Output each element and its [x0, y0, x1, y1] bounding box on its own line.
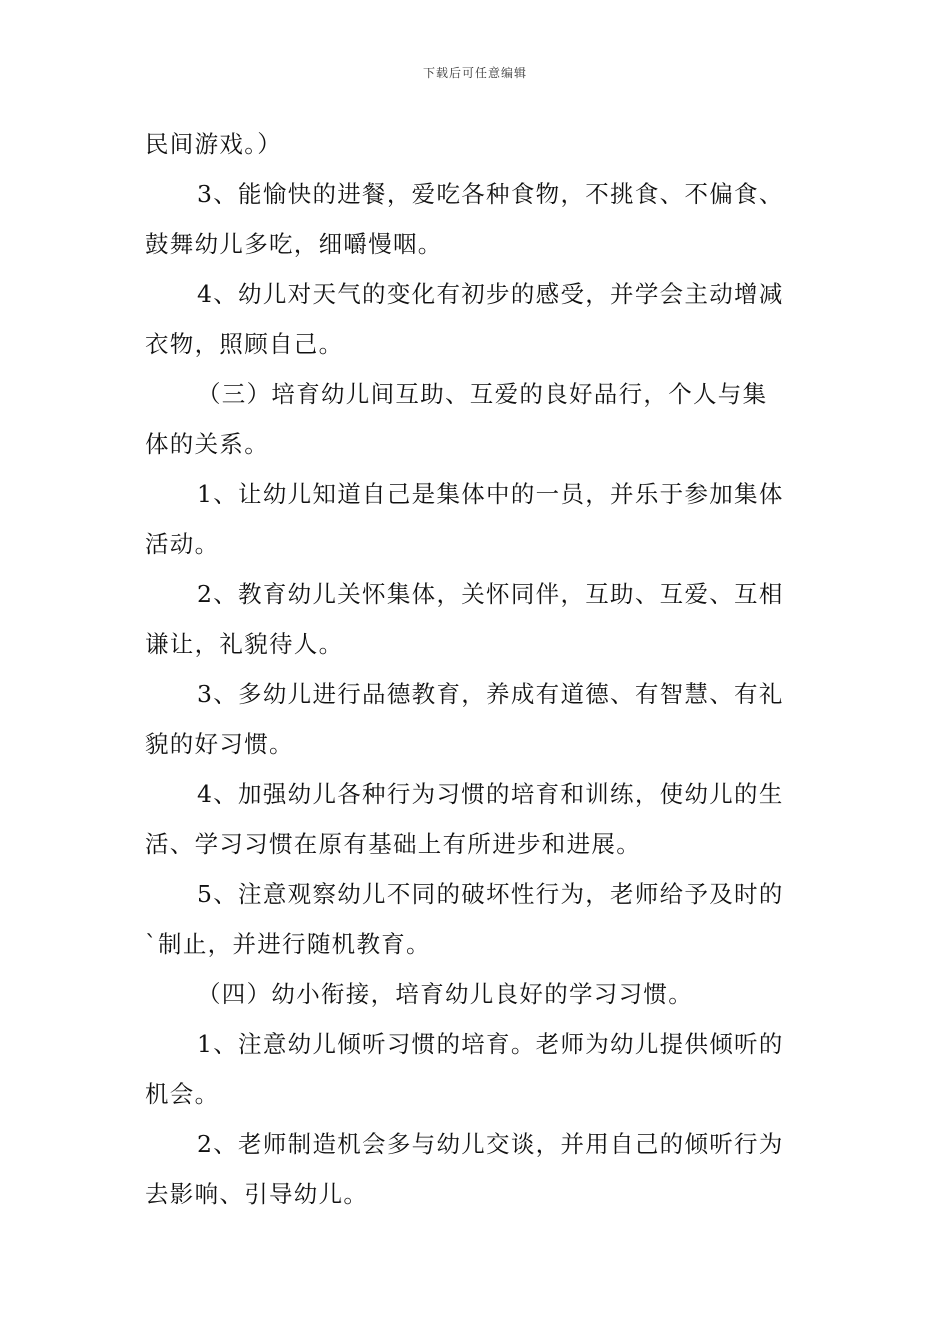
text-line: 去影响、引导幼儿。	[145, 1180, 369, 1208]
text-line: 1、让幼儿知道自己是集体中的一员，并乐于参加集体	[197, 480, 784, 508]
text-line: 3、能愉快的进餐，爱吃各种食物，不挑食、不偏食、	[197, 180, 784, 208]
text-line: 2、教育幼儿关怀集体，关怀同伴，互助、互爱、互相	[197, 580, 784, 608]
text-line: 衣物，照顾自己。	[145, 330, 344, 358]
text-line: 机会。	[145, 1080, 220, 1108]
text-line: 活动。	[145, 530, 220, 558]
text-line: 3、多幼儿进行品德教育，养成有道德、有智慧、有礼	[197, 680, 784, 708]
text-line: 5、注意观察幼儿不同的破坏性行为，老师给予及时的	[197, 880, 784, 908]
text-line: `制止，并进行随机教育。	[145, 930, 431, 958]
text-line: 体的关系。	[145, 430, 269, 458]
text-line: 1、注意幼儿倾听习惯的培育。老师为幼儿提供倾听的	[197, 1030, 784, 1058]
text-line: 鼓舞幼儿多吃，细嚼慢咽。	[145, 230, 443, 258]
section-heading-3: （三）培育幼儿间互助、互爱的良好品行，个人与集	[197, 380, 768, 408]
page-header: 下载后可任意编辑	[422, 66, 527, 80]
text-line: 谦让，礼貌待人。	[145, 630, 344, 658]
section-heading-4: （四）幼小衔接，培育幼儿良好的学习习惯。	[197, 980, 693, 1008]
text-line: 4、幼儿对天气的变化有初步的感受，并学会主动增减	[197, 280, 784, 308]
text-line: 4、加强幼儿各种行为习惯的培育和训练，使幼儿的生	[197, 780, 784, 808]
text-line: 民间游戏。）	[145, 130, 283, 158]
text-line: 活、学习习惯在原有基础上有所进步和进展。	[145, 830, 641, 858]
text-line: 貌的好习惯。	[145, 730, 294, 758]
text-line: 2、老师制造机会多与幼儿交谈，并用自己的倾听行为	[197, 1130, 784, 1158]
